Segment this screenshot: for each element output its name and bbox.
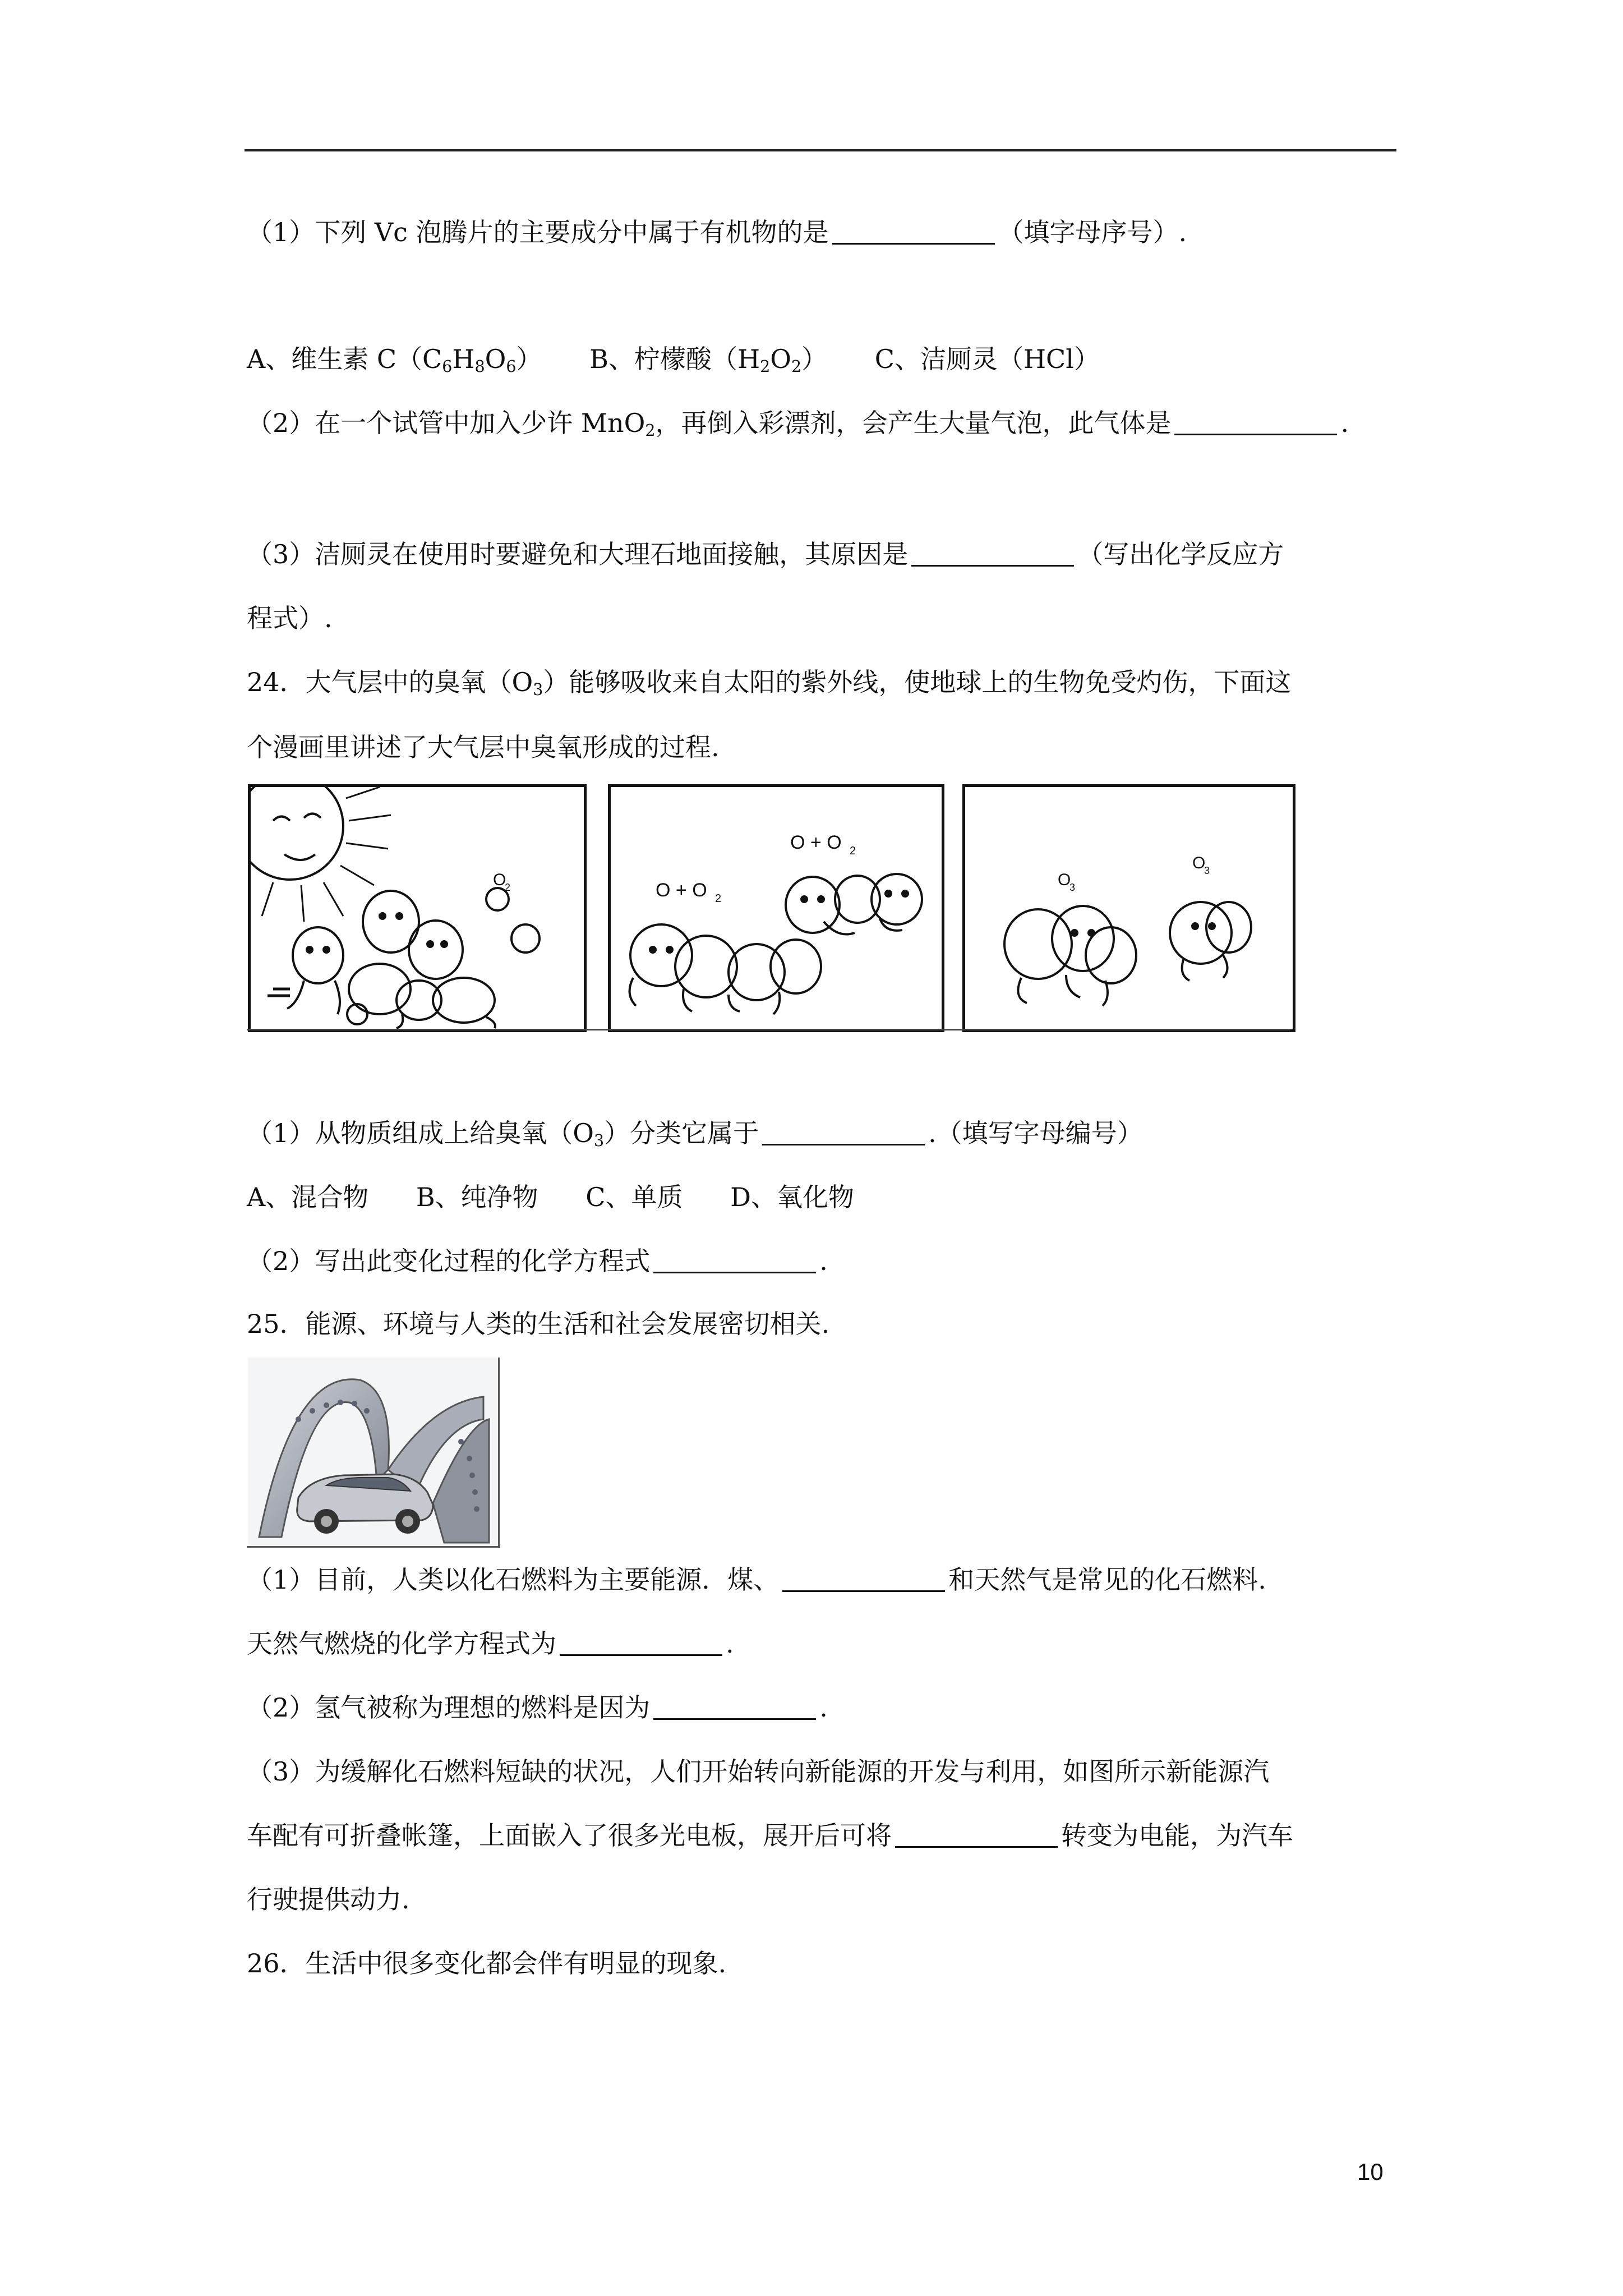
q25-part1-cont: 天然气燃烧的化学方程式为 . [247, 1628, 734, 1659]
comic-panel-2 [608, 784, 944, 1032]
q25-part3-blank[interactable] [895, 1821, 1058, 1848]
solar-tent-car-drawing [248, 1358, 499, 1546]
q24-stem-line2: 个漫画里讲述了大气层中臭氧形成的过程. [247, 732, 720, 762]
comic-baseline [247, 1029, 1290, 1030]
q24-option-b: B、纯净物 [416, 1182, 538, 1212]
q23-option-a: A、维生素 $C(C_6H_8O_6)$ [247, 344, 542, 376]
q23-part1-blank[interactable] [832, 218, 995, 245]
photo-frame-bottom [247, 1546, 500, 1548]
solar-tent-car-photo [248, 1358, 499, 1546]
photo-frame-right [498, 1358, 500, 1548]
comic-panel-2-label-1: O + O [656, 880, 707, 901]
q25-part1-blank-1[interactable] [782, 1566, 945, 1592]
q24-part2: （2）写出此变化过程的化学方程式 . [247, 1246, 828, 1276]
q25-part1: （1）目前，人类以化石燃料为主要能源．煤、 和天然气是常见的化石燃料. [247, 1565, 1266, 1595]
q23-option-c: C、洁厕灵（HCl） [874, 344, 1100, 374]
q25-part1-blank-2[interactable] [560, 1630, 722, 1656]
comic-panel-1 [248, 784, 587, 1032]
comic-panel-3-drawing [965, 787, 1293, 1029]
q23-option-b: B、柠檬酸$(H_2O_2)$ [589, 344, 828, 376]
q25-part3-line3: 行驶提供动力. [247, 1884, 410, 1915]
q26-stem: 26．生活中很多变化都会伴有明显的现象. [247, 1948, 727, 1978]
comic-panel-1-drawing [251, 787, 584, 1029]
comic-panel-1-sub: 2 [505, 882, 511, 893]
comic-panel-3-label-1: O [1058, 871, 1071, 889]
q25-part2: （2）氢气被称为理想的燃料是因为 . [247, 1692, 828, 1723]
comic-panel-2-sub-2: 2 [850, 845, 856, 857]
comic-panel-3 [962, 784, 1295, 1032]
page-number: 10 [1357, 2159, 1384, 2185]
q24-option-c: C、单质 [585, 1182, 683, 1212]
q25-stem: 25．能源、环境与人类的生活和社会发展密切相关. [247, 1309, 830, 1339]
q24-part1-blank[interactable] [762, 1119, 925, 1145]
comic-panel-1-label: O [493, 871, 506, 889]
q24-stem-line1: 24．大气层中的臭氧$(O_3)$能够吸收来自太阳的紫外线，使地球上的生物免受灼伤，下面这 [247, 667, 1292, 700]
q24-option-d: D、氧化物 [730, 1182, 855, 1212]
q25-part3: （3）为缓解化石燃料短缺的状况，人们开始转向新能源的开发与利用，如图所示新能源汽 [247, 1756, 1270, 1787]
q23-part1: （1）下列 Vc 泡腾片的主要成分中属于有机物的是 （填字母序号）. [247, 217, 1187, 247]
q23-part2-blank[interactable] [1174, 409, 1337, 435]
q24-option-a: A、混合物 [247, 1182, 369, 1212]
q24-part2-blank[interactable] [653, 1247, 816, 1273]
q23-part3-cont: 程式）. [247, 603, 333, 633]
comic-panel-3-sub-1: 3 [1069, 882, 1076, 893]
q23-part3: （3）洁厕灵在使用时要避免和大理石地面接触，其原因是 （写出化学反应方 [247, 539, 1284, 569]
q23-part3-blank[interactable] [911, 540, 1074, 567]
header-rule [245, 149, 1396, 151]
comic-panel-2-label-2: O + O [790, 832, 842, 853]
q25-part2-blank[interactable] [653, 1694, 816, 1720]
q24-part1: （1）从物质组成上给臭氧$(O_3)$分类它属于 .（填写字母编号） [247, 1118, 1143, 1151]
q24-options [247, 1180, 893, 1214]
q25-part3-line2: 车配有可折叠帐篷，上面嵌入了很多光电板，展开后可将 转变为电能，为汽车 [247, 1820, 1293, 1851]
q23-options [247, 342, 1139, 376]
comic-panel-2-drawing [611, 787, 942, 1029]
comic-panel-3-label-2: O [1192, 854, 1206, 872]
comic-panel-2-sub-1: 2 [715, 892, 722, 905]
comic-panel-3-sub-2: 3 [1204, 865, 1210, 876]
q23-part2: （2）在一个试管中加入少许 MnO$_2$，再倒入彩漂剂，会产生大量气泡，此气体是 . [247, 408, 1349, 440]
